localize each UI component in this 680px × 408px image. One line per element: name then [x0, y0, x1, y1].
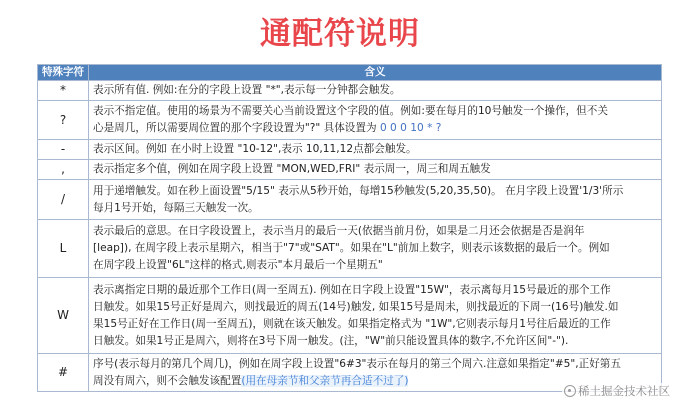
desc-line: 表示指定多个值，例如在周字段上设置 "MON,WED,FRI" 表示周一，周三和周五触发: [93, 163, 491, 175]
row-desc: [89, 140, 662, 160]
row-desc: [89, 180, 662, 220]
desc-line: 在周字段上设置"6L"这样的格式,则表示"本月最后一个星期五": [93, 259, 383, 271]
highlight-note: (用在母亲节和父亲节再合适不过了): [241, 374, 409, 387]
row-desc: [89, 278, 662, 354]
table-row: [38, 160, 662, 180]
desc-line: 日触发。如果1号正是周六，则将在3号下周一触发。(注，"W"前只能设置具体的数字,不允许区间"-").: [93, 334, 569, 347]
wildcard-table: [37, 64, 662, 392]
table-row: [38, 101, 662, 140]
table-header-row: [38, 65, 662, 81]
row-char: *: [38, 81, 89, 101]
watermark: [562, 383, 672, 399]
row-char: ?: [38, 101, 89, 140]
desc-line: 每月1号开始，每隔三天触发一次。: [93, 201, 259, 214]
header-special-char: 特殊字符: [38, 65, 89, 81]
desc-line: 日触发。如果15号正好是周六，则找最近的周五(14号)触发, 如果15号是周未，则找最近的下周一(16号)触发.如: [93, 300, 619, 313]
desc-line: 用于递增触发。如在秒上面设置"5/15" 表示从5秒开始，每增15秒触发(5,20,35,50)。 在月字段上设置'1/3'所示: [93, 184, 624, 197]
row-char: #: [38, 354, 89, 392]
desc-line: 果15号正好在工作日(周一至周五)，则就在该天触发。如果指定格式为 "1W",它则表示每月1号往后最近的工作: [93, 317, 611, 330]
desc-line: [leap]), 在周字段上表示星期六，相当于"7"或"SAT"。如果在"L"前加上数字，则表示该数据的最后一个。例如: [93, 242, 610, 254]
desc-line: 表示离指定日期的最近那个工作日(周一至周五). 例如在日字段上设置"15W"，表示离每月15号最近的那个工作: [93, 283, 611, 296]
table-row: [38, 278, 662, 354]
desc-text: 周没有周六，则不会触发该配置: [93, 374, 242, 387]
watermark-text: 稀土掘金技术社区: [578, 384, 670, 398]
desc-text: 心是周几，所以需要周位置的那个字段设置为"?" 具体设置为: [93, 122, 377, 134]
table-row: [38, 140, 662, 160]
row-char: /: [38, 180, 89, 220]
row-char: W: [38, 278, 89, 354]
row-desc: [89, 160, 662, 180]
table-row: [38, 180, 662, 220]
row-desc: [89, 81, 662, 101]
row-char: L: [38, 220, 89, 278]
desc-line: 序号(表示每月的第几个周几)，例如在周字段上设置"6#3"表示在每月的第三个周六.注意如果指定"#5",正好第五: [93, 357, 621, 370]
row-char: ,: [38, 160, 89, 180]
header-meaning: 含义: [89, 65, 662, 81]
desc-line: 表示区间。例如 在小时上设置 "10-12",表示 10,11,12点都会触发。: [93, 143, 417, 155]
table-row: [38, 220, 662, 278]
row-desc: [89, 220, 662, 278]
desc-line: 表示不指定值。使用的场景为不需要关心当前设置这个字段的值。例如:要在每月的10号触发一个操作，但不关: [93, 105, 608, 117]
juejin-logo-icon: [564, 385, 576, 397]
desc-line-with-code: [93, 120, 655, 137]
desc-line: 表示最后的意思。在日字段设置上，表示当月的最后一天(依据当前月份，如果是二月还会依据是否是润年: [93, 225, 585, 237]
row-char: -: [38, 140, 89, 160]
table-row: [38, 81, 662, 101]
page-title: 通配符说明: [260, 16, 420, 52]
desc-line: 表示所有值. 例如:在分的字段上设置 "*",表示每一分钟都会触发。: [93, 84, 401, 96]
cron-example-code: 0 0 0 10 * ?: [379, 122, 442, 134]
row-desc: [89, 101, 662, 140]
